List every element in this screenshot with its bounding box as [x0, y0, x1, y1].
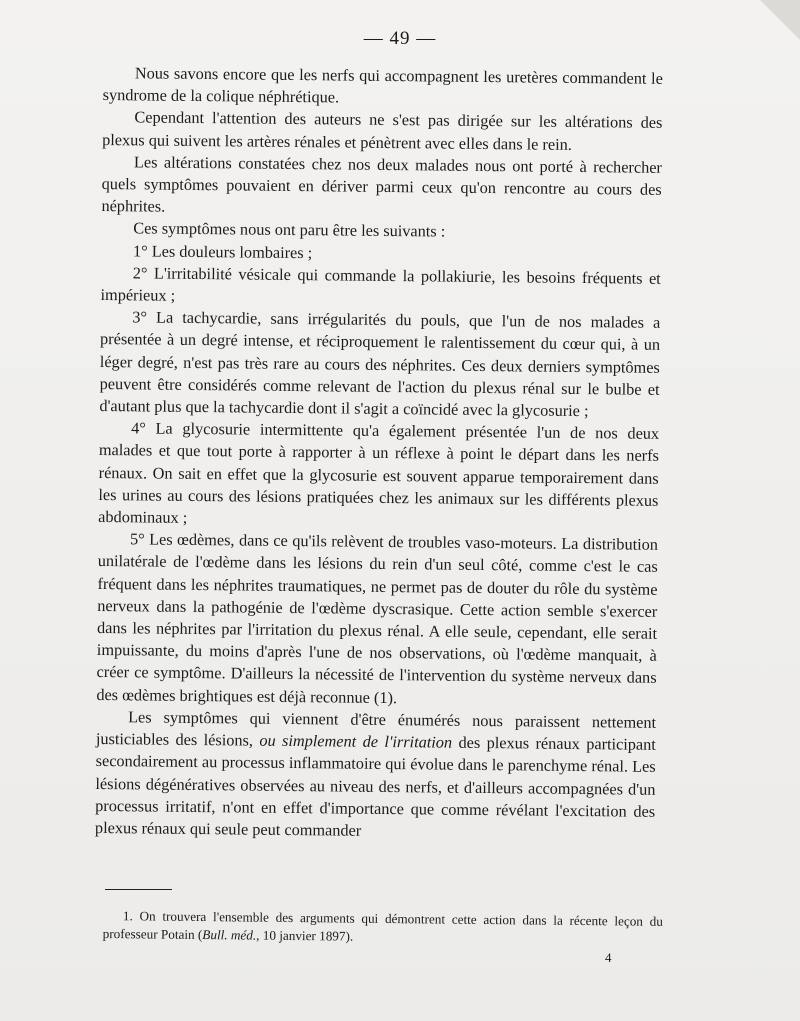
paragraph-1: Nous savons encore que les nerfs qui accompagnent les uretères commandent le syndrome de la colique néphrétique.	[102, 63, 663, 107]
list-item-2: 2° L'irritabilité vésicale qui commande la pollakiurie, les besoins fréquents et impérieux ;	[100, 263, 661, 305]
signature-mark: 4	[605, 950, 612, 965]
list-item-4: 4° La glycosurie intermittente qu'a également présentée l'un de nos deux malades et que tout porte à rapporter à un réflexe à point le départ dans les nerfs rénaux. On sait en effet que la glycosurie est souvent apparue temporairement dans les urines au cours des lésions pratiquées chez les animaux sur les différents plexus abdominaux ;	[98, 418, 660, 527]
conclusion-text-end: des plexus rénaux participant secondairement au processus inflammatoire qui évolue dans le parenchyme rénal. Les lésions dégénératives observées au niveau des nerfs, et d'ailleurs accompagnées d'un processus irritatif, n'ont en effet d'importance que comme révélant l'excitation des plexus rénaux qui seule peut commander	[94, 732, 656, 840]
body-text	[95, 62, 663, 845]
conclusion-italic: ou simplement de l'irritation	[259, 730, 453, 752]
list-item-5: 5° Les œdèmes, dans ce qu'ils relèvent de troubles vaso-moteurs. La distribution unilatérale de l'œdème dans les lésions du rein d'un seul côté, comme c'est le cas fréquent dans les néphrites traumatiques, ne permet pas de douter du rôle du système nerveux dans la pathogénie de l'œdème dyscrasique. Cette action semble s'exercer dans les néphrites par l'irritation du plexus rénal. A elle seule, cependant, elle serait impuissante, du moins d'après l'une de nos observations, où l'œdème manquait, à créer ce symptôme. D'ailleurs la nécessité de l'intervention du système nerveux dans des œdèmes brightiques est déjà reconnue (1).	[96, 529, 659, 707]
footnote-italic: Bull. méd.	[202, 927, 257, 943]
list-item-3: 3° La tachycardie, sans irrégularités du pouls, que l'un de nos malades a présentée à un degré intense, et réciproquement le ralentissement du cœur qui, à un léger degré, n'est pas très rare au cours des néphrites. Ces deux derniers symptômes peuvent être considérés comme relevant de l'action du plexus rénal sur le bulbe et d'autant plus que la tachycardie dont il s'agit a coïncidé avec la glycosurie ;	[99, 307, 661, 421]
list-item-1: 1° Les douleurs lombaires ;	[132, 240, 313, 262]
conclusion-text-start: Les symptômes qui viennent d'être énumérés nous paraissent nettement justiciables des lésions,	[95, 707, 657, 750]
footnote-text-start: 1. On trouvera l'ensemble des arguments qui démontrent cette action dans la récente leçon du professeur Potain (	[102, 908, 663, 943]
page-number: — 49 —	[363, 28, 437, 49]
footnote	[103, 907, 663, 949]
paragraph-2: Cependant l'attention des auteurs ne s'est pas dirigée sur les altérations des plexus qui suivent les artères rénales et pénètrent avec elles dans le rein.	[102, 107, 663, 154]
footnote-text-end: , 10 janvier 1897).	[256, 927, 354, 944]
footnote-rule	[105, 889, 172, 890]
paragraph-3: Les altérations constatées chez nos deux malades nous ont porté à rechercher quels symptômes pouvaient en dériver parmi ceux qu'on rencontre au cours des néphrites.	[101, 152, 663, 216]
paragraph-4: Ces symptômes nous ont paru être les suivants :	[133, 218, 446, 242]
paragraph-conclusion	[95, 706, 656, 845]
